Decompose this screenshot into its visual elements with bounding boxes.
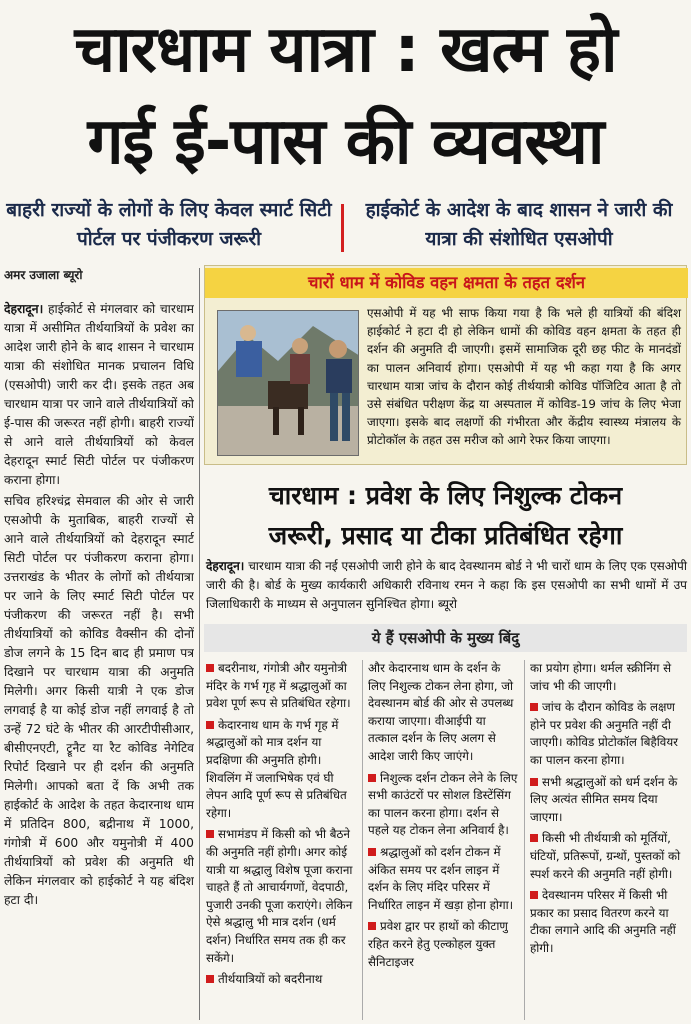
sop-point: सभामंडप में किसी को भी बैठने की अनुमति नहीं होगी। अगर कोई यात्री या श्रद्धालु विशेष पूजा कराना चाहते हैं तो आचार्यगणों, वेदपाठी, पुजारी उनकी पूजा कराएंगे। लेकिन ऐसे श्रद्धालु भी मात्र दर्शन (धर्म दर्शन) निर्धारित समय तक ही कर सकेंगे। bbox=[206, 827, 353, 965]
bullet-square-icon bbox=[530, 778, 538, 786]
subhead-divider bbox=[341, 204, 344, 252]
column-separator bbox=[362, 660, 363, 1020]
main-story-paragraph-1: देहरादून। हाईकोर्ट से मंगलवार को चारधाम यात्रा में असीमित तीर्थयात्रियों के प्रवेश का आदेश जारी होने के बाद शासन ने चारधाम यात्रा की संशोधित मानक प्रचालन विधि (एसओपी) जारी कर दी। इसके तहत अब चारधाम यात्रा पर जाने वाले तीर्थयात्रियों को ई-पास की जरूरत नहीं होगी। बाहरी राज्यों से आने वाले तीर्थयात्रियों को केवल देहरादून स्मार्ट सिटी पोर्टल पर पंजीकरण कराना होगा। bbox=[4, 302, 194, 487]
subheadlines bbox=[0, 196, 691, 260]
bullet-square-icon bbox=[368, 848, 376, 856]
second-story-headline bbox=[204, 476, 687, 556]
byline: अमर उजाला ब्यूरो bbox=[4, 268, 83, 282]
sop-point: देवस्थानम परिसर में किसी भी प्रकार का प्रसाद वितरण करने या टीका लगाने आदि की अनुमति नहीं होगी। bbox=[530, 888, 676, 955]
covid-box-text: एसओपी में यह भी साफ किया गया है कि भले ही यात्रियों की बंदिश हाईकोर्ट ने हटा दी हो लेकिन धामों की कोविड वहन क्षमता के तहत ही दर्शन की अनुमति दी जाएगी। इसमें सामाजिक दूरी छह फीट के मानदंडों का पालन अनिवार्य होगा। एसओपी में यह भी कहा गया है कि अगर चारधाम यात्रा जांच के दौरान कोई तीर्थयात्री कोविड पॉजिटिव आता है तो उसे संबंधित परीक्षण केंद्र या अस्पताल में कोविड-19 जांच के लिए भेजा जाएगा। इसके बाद लक्षणों की गंभीरता और केंद्रीय स्वास्थ्य मंत्रालय के प्रोटोकॉल के तहत उस मरीज को आगे रेफर किया जाएगा। bbox=[367, 306, 681, 448]
sop-point: किसी भी तीर्थयात्री को मूर्तियों, घंटियों, प्रतिरूपों, ग्रन्थों, पुस्तकों को स्पर्श करने की अनुमति नहीं होगी। bbox=[530, 831, 681, 881]
bullet-square-icon bbox=[530, 834, 538, 842]
sop-point: तीर्थयात्रियों को बदरीनाथ bbox=[206, 971, 356, 989]
sop-column-1 bbox=[206, 660, 356, 1020]
sop-point: केदारनाथ धाम के गर्भ गृह में श्रद्धालुओं को मात्र दर्शन या प्रदक्षिणा की अनुमति होगी। शिवलिंग में जलाभिषेक एवं घी लेपन आदि पूर्ण रूप से प्रतिबंधित रहेगा। bbox=[206, 717, 347, 820]
main-story bbox=[4, 300, 194, 1020]
covid-box-title: चारों धाम में कोविड वहन क्षमता के तहत दर्शन bbox=[205, 268, 688, 298]
sop-point-continued: और केदारनाथ धाम के दर्शन के लिए निशुल्क टोकन लेना होगा, जो देवस्थानम बोर्ड की ओर से उपलब्ध कराया जाएगा। वीआईपी या तत्काल दर्शन के लिए अलग से आदेश जारी किए जाएंगे। bbox=[368, 661, 514, 763]
sop-point: जांच के दौरान कोविड के लक्षण होने पर प्रवेश की अनुमति नहीं दी जाएगी। कोविड प्रोटोकॉल बिहैवियर का पालन करना होगा। bbox=[530, 700, 679, 767]
sop-point-continued: का प्रयोग होगा। थर्मल स्क्रीनिंग से जांच भी की जाएगी। bbox=[530, 661, 672, 693]
second-headline-line-2: जरूरी, प्रसाद या टीका प्रतिबंधित रहेगा bbox=[268, 521, 623, 550]
main-story-paragraph-2: सचिव हरिश्चंद्र सेमवाल की ओर से जारी एसओपी के मुताबिक, बाहरी राज्यों से आने वाले तीर्थयात्रियों को देहरादून स्मार्ट सिटी पोर्टल पर पंजीकरण कराना होगा। उत्तराखंड के भीतर के लोगों को तीर्थयात्रा पर जाने के लिए स्मार्ट सिटी पोर्टल पर पंजीकरण की जरूरत नहीं है। सभी तीर्थयात्रियों को कोविड वैक्सीन की दोनों डोज लगने के 15 दिन बाद ही प्रमाण पत्र दिखाने पर चारधाम यात्रा की अनुमति मिलेगी। अगर किसी यात्री ने एक डोज लगवाई है या कोई डोज नहीं लगवाई है तो उन्हें 72 घंटे के भीतर की आरटीपीसीआर, बीसीएनएटी, ट्रूनैट या रैट कोविड नेगेटिव रिपोर्ट दिखाने पर ही दर्शन की अनुमति मिलेगी। आपको बता दें कि अभी तक हाईकोर्ट के आदेश के तहत केदारनाथ धाम में प्रतिदिन 800, बद्रीनाथ में 1000, गंगोत्री में 600 और यमुनोत्री में 400 तीर्थयात्रियों को प्रवेश की अनुमति थी लेकिन मंगलवार को हाईकोर्ट ने यह बंदिश हटा दी। bbox=[4, 494, 194, 907]
second-story-body: देहरादून। चारधाम यात्रा की नई एसओपी जारी होने के बाद देवस्थानम बोर्ड ने भी चारों धाम के लिए एक एसओपी जारी की है। बोर्ड के मुख्य कार्यकारी अधिकारी रविनाथ रमन ने कहा कि इस एसओपी का सभी धामों में उप जिलाधिकारी के माध्यम से अनुपालन सुनिश्चित होगा। ब्यूरो bbox=[206, 559, 687, 611]
second-headline-line-1: चारधाम : प्रवेश के लिए निशुल्क टोकन bbox=[268, 481, 623, 510]
bullet-square-icon bbox=[206, 664, 214, 672]
bullet-square-icon bbox=[206, 830, 214, 838]
sop-banner: ये हैं एसओपी के मुख्य बिंदु bbox=[204, 624, 687, 652]
bullet-square-icon bbox=[530, 891, 538, 899]
column-rule bbox=[199, 268, 200, 1020]
second-dateline: देहरादून। bbox=[206, 559, 245, 573]
covid-info-box bbox=[204, 265, 687, 465]
pilgrims-photo bbox=[217, 310, 359, 456]
subhead-left: बाहरी राज्यों के लोगों के लिए केवल स्मार्ट सिटी पोर्टल पर पंजीकरण जरूरी bbox=[6, 199, 332, 250]
sop-point: सभी श्रद्धालुओं को धर्म दर्शन के लिए अत्यंत सीमित समय दिया जाएगा। bbox=[530, 774, 678, 824]
bullet-square-icon bbox=[206, 721, 214, 729]
pilgrims-photo-illustration bbox=[218, 311, 359, 456]
column-separator bbox=[524, 660, 525, 1020]
bullet-square-icon bbox=[530, 703, 538, 711]
sop-point: निशुल्क दर्शन टोकन लेने के लिए सभी काउंटरों पर सोशल डिस्टेंसिंग का पालन करना होगा। दर्शन से पहले यह टोकन लेना अनिवार्य है। bbox=[368, 770, 518, 838]
main-headline bbox=[0, 0, 691, 195]
subhead-right: हाईकोर्ट के आदेश के बाद शासन ने जारी की यात्रा की संशोधित एसओपी bbox=[365, 199, 673, 250]
sop-point: बदरीनाथ, गंगोत्री और यमुनोत्री मंदिर के गर्भ गृह में श्रद्धालुओं का प्रवेश पूर्ण रूप से प्रतिबंधित रहेगा। bbox=[206, 661, 351, 711]
sop-column-3 bbox=[530, 660, 686, 1020]
bullet-square-icon bbox=[206, 975, 214, 983]
sop-point: प्रवेश द्वार पर हाथों को कीटाणु रहित करने हेतु एल्कोहल युक्त सैनिटाइजर bbox=[368, 919, 508, 969]
bullet-square-icon bbox=[368, 774, 376, 782]
headline-line-2: गई ई-पास की व्यवस्था bbox=[87, 105, 604, 179]
headline-line-1: चारधाम यात्रा : खत्म हो bbox=[74, 13, 617, 87]
sop-column-2 bbox=[368, 660, 518, 1020]
sop-point: श्रद्धालुओं को दर्शन टोकन में अंकित समय पर दर्शन लाइन में दर्शन के लिए मंदिर परिसर में निर्धारित लाइन में खड़ा होना होगा। bbox=[368, 844, 514, 912]
dateline: देहरादून। bbox=[4, 302, 44, 316]
bullet-square-icon bbox=[368, 922, 376, 930]
